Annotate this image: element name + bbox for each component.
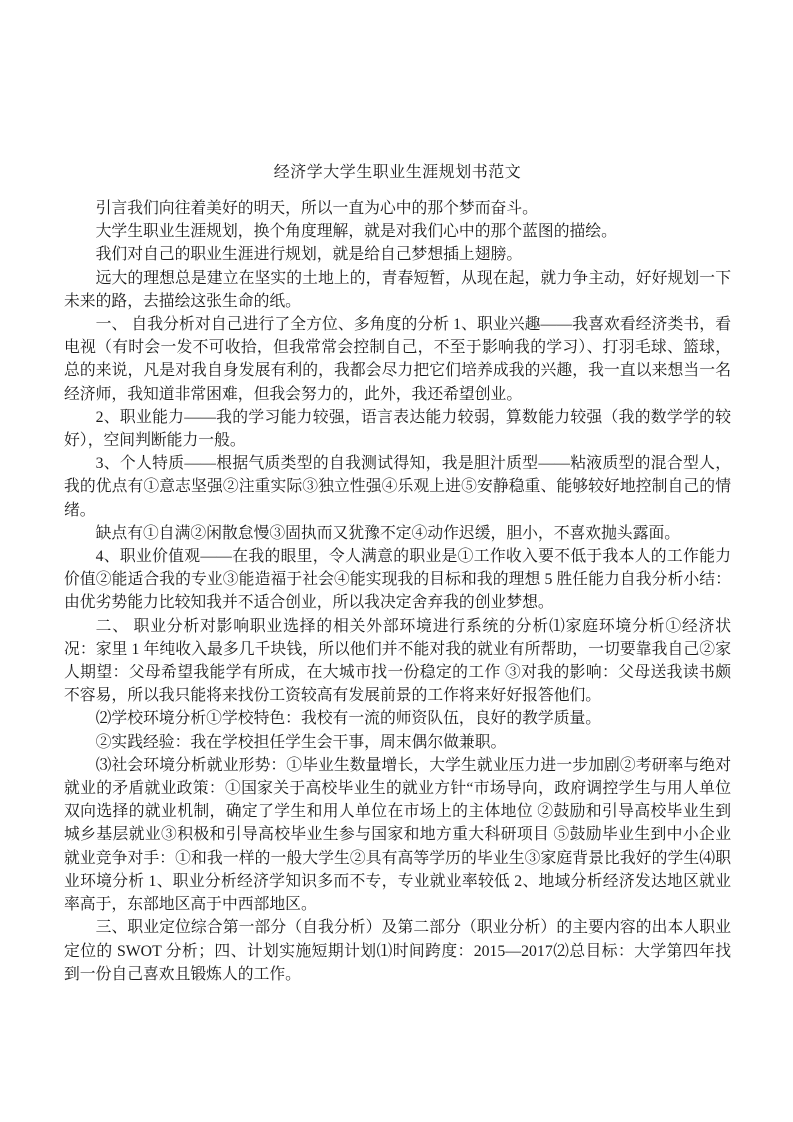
paragraph-practice-experience: ②实践经验：我在学校担任学生会干事，周末偶尔做兼职。 xyxy=(95,733,507,751)
paragraph-weaknesses: 缺点有①自满②闲散怠慢③固执而又犹豫不定④动作迟缓，胆小，不喜欢抛头露面。 xyxy=(95,524,681,542)
paragraph-school-environment: ⑵学校环境分析①学校特色：我校有一流的师资队伍，良好的教学质量。 xyxy=(95,710,602,728)
paragraph-intro-2: 大学生职业生涯规划，换个角度理解，就是对我们心中的那个蓝图的描绘。 xyxy=(95,223,617,241)
document-content xyxy=(64,161,731,986)
paragraph-intro-4: 远大的理想总是建立在坚实的土地上的，青春短暂，从现在起，就力争主动，好好规划一下未来的路，去描绘这张生命的纸。 xyxy=(64,269,731,310)
paragraph-career-ability: 2、职业能力——我的学习能力较强，语言表达能力较弱，算数能力较强（我的数学学的较好），空间判断能力一般。 xyxy=(64,408,731,450)
paragraph-personal-traits: 3、个人特质——根据气质类型的自我测试得知，我是胆汁质型——粘液质型的混合型人，我的优点有①意志坚强②注重实际③独立性强④乐观上进⑤安静稳重、能够较好地控制自己的情绪。 xyxy=(64,455,731,519)
paragraph-career-analysis: 二、 职业分析对影响职业选择的相关外部环境进行系统的分析⑴家庭环境分析①经济状况：家里 1 年纯收入最多几千块钱，所以他们并不能对我的就业有所帮助，一切要靠我自己②家人期望：父母希望我能学有所成，在大城市找一份稳定的工作 ③对我的影响：父母送我读书颇不容易，所以我只能将来找份工资较高有发展前景的工作将来好好报答他们。 xyxy=(64,617,731,705)
paragraph-self-analysis: 一、 自我分析对自己进行了全方位、多角度的分析 1、职业兴趣——我喜欢看经济类书，看电视（有时会一发不可收拾，但我常常会控制自己，不至于影响我的学习）、打羽毛球、篮球，总的来说，凡是对我自身发展有利的，我都会尽力把它们培养成我的兴趣，我一直以来想当一名经济师，我知道非常困难，但我会努力的，此外，我还希望创业。 xyxy=(64,316,731,403)
paragraph-social-environment: ⑶社会环境分析就业形势：①毕业生数量增长，大学生就业压力进一步加剧②考研率与绝对就业的矛盾就业政策：①国家关于高校毕业生的就业方针“市场导向，政府调控学生与用人单位双向选择的就业机制，确定了学生和用人单位在市场上的主体地位 ②鼓励和引导高校毕业生到城乡基层就业③积极和引导高校毕业生参与国家和地方重大科研项目 ⑤鼓励毕业生到中小企业就业竞争对手：①和我一样的一般大学生②具有高等学历的毕业生③家庭背景比我好的学生⑷职业环境分析 1、职业分析经济学知识多而不专，专业就业率较低 2、地域分析经济发达地区就业率高于，东部地区高于中西部地区。 xyxy=(64,756,731,914)
page-title: 经济学大学生职业生涯规划书范文 xyxy=(273,164,522,181)
paragraph-career-values: 4、职业价值观——在我的眼里，令人满意的职业是①工作收入要不低于我本人的工作能力价值②能适合我的专业③能造福于社会④能实现我的目标和我的理想 5 胜任能力自我分析小结：由优劣势能力比较知我并不适合创业，所以我决定舍弃我的创业梦想。 xyxy=(64,548,731,612)
paragraph-intro-1: 引言我们向往着美好的明天，所以一直为心中的那个梦而奋斗。 xyxy=(95,200,538,217)
paragraph-career-positioning: 三、职业定位综合第一部分（自我分析）及第二部分（职业分析）的主要内容的出本人职业定位的 SWOT 分析；四、计划实施短期计划⑴时间跨度：2015—2017⑵总目标：大学第四年找到一份自己喜欢且锻炼人的工作。 xyxy=(64,919,731,983)
paragraph-intro-3: 我们对自己的职业生涯进行规划，就是给自己梦想插上翅膀。 xyxy=(95,246,523,264)
